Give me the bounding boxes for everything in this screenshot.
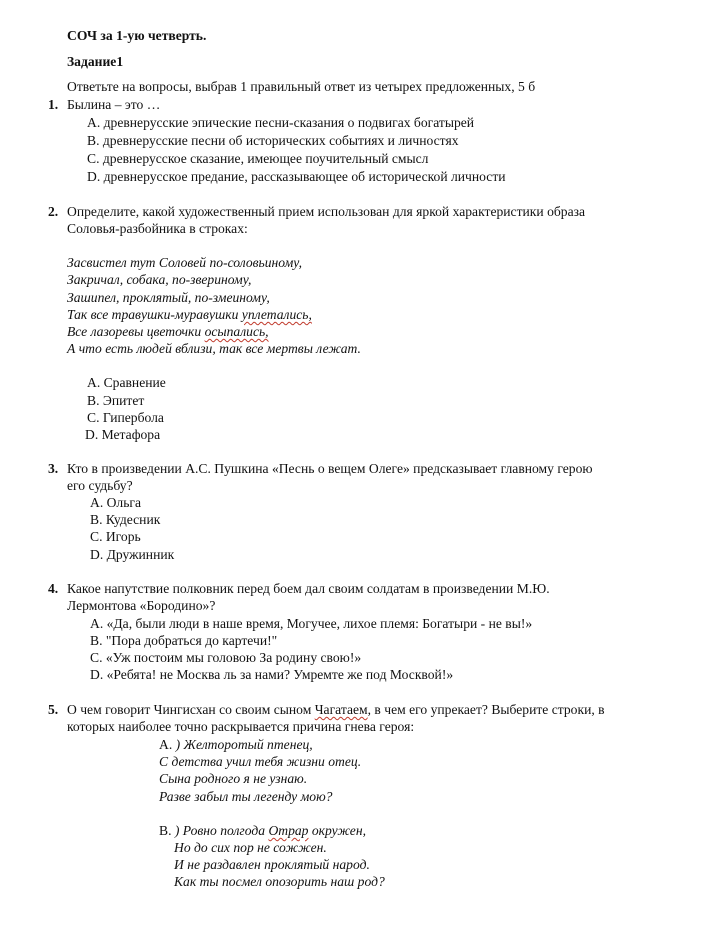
- question-text: О чем говорит Чингисхан со своим сыном Чагатаем, в чем его упрекает? Выберите строки, в: [67, 702, 605, 717]
- question-number: 4.: [48, 581, 59, 596]
- answer-option: B. "Пора добраться до картечи!": [90, 633, 278, 648]
- verse-line: Как ты посмел опозорить наш род?: [174, 874, 385, 889]
- answer-option: C. «Уж постоим мы головою За родину свою!»: [90, 650, 362, 665]
- answer-option: C. Игорь: [90, 529, 141, 544]
- answer-option: B. Кудесник: [90, 512, 161, 527]
- instructions: Ответьте на вопросы, выбрав 1 правильный ответ из четырех предложенных, 5 б: [67, 79, 536, 94]
- verse-line: С детства учил тебя жизни отец.: [159, 754, 362, 769]
- answer-option: D. «Ребята! не Москва ль за нами? Умремте же под Москвой!»: [90, 667, 454, 682]
- answer-option: A. «Да, были люди в наше время, Могучее, лихое племя: Богатыри - не вы!»: [90, 616, 533, 631]
- verse-line: Но до сих пор не сожжен.: [174, 840, 327, 855]
- verse-line: Засвистел тут Соловей по-соловьиному,: [67, 255, 302, 270]
- option-label: B.: [159, 823, 172, 838]
- verse-line: Сына родного я не узнаю.: [159, 771, 308, 786]
- spellcheck-word: Отрар: [268, 823, 309, 838]
- task-label: Задание1: [67, 54, 124, 69]
- question-text: Былина – это …: [67, 97, 161, 112]
- question-text: Соловья-разбойника в строках:: [67, 221, 248, 236]
- answer-option: A. Ольга: [90, 495, 142, 510]
- verse-line: А что есть людей вблизи, так все мертвы лежат.: [67, 341, 361, 356]
- verse-line: Все лазоревы цветочки осыпались,: [67, 324, 269, 339]
- verse-line: И не раздавлен проклятый народ.: [174, 857, 370, 872]
- question-text: Лермонтова «Бородино»?: [67, 598, 216, 613]
- answer-option: C. Гипербола: [87, 410, 164, 425]
- question-number: 2.: [48, 204, 59, 219]
- answer-option: A. Сравнение: [87, 375, 166, 390]
- question-text: его судьбу?: [67, 478, 133, 493]
- verse-line: Зашипел, проклятый, по-змеиному,: [67, 290, 270, 305]
- verse-option-b: B. ) Ровно полгода Отрар окружен,: [159, 823, 366, 838]
- answer-option: D. Метафора: [85, 427, 161, 442]
- page-title: СОЧ за 1-ую четверть.: [67, 28, 207, 43]
- spellcheck-word: Чагатаем: [314, 702, 368, 717]
- answer-option: D. Дружинник: [90, 547, 175, 562]
- answer-option: A. древнерусские эпические песни-сказания о подвигах богатырей: [87, 115, 475, 130]
- spellcheck-word: осыпались,: [204, 324, 269, 339]
- question-number: 1.: [48, 97, 59, 112]
- verse-option-a: A. ) Желторотый птенец,: [159, 737, 313, 752]
- answer-option: B. древнерусские песни об исторических событиях и личностях: [87, 133, 459, 148]
- answer-option: B. Эпитет: [87, 393, 145, 408]
- question-number: 3.: [48, 461, 59, 476]
- question-number: 5.: [48, 702, 59, 717]
- option-label: A.: [159, 737, 173, 752]
- question-text: Кто в произведении А.С. Пушкина «Песнь о вещем Олеге» предсказывает главному герою: [67, 461, 593, 476]
- question-text: Какое напутствие полковник перед боем дал своим солдатам в произведении М.Ю.: [67, 581, 550, 596]
- verse-line: Закричал, собака, по-звериному,: [67, 272, 252, 287]
- answer-option: D. древнерусское предание, рассказывающее об исторической личности: [87, 169, 506, 184]
- verse-line: Разве забыл ты легенду мою?: [159, 789, 333, 804]
- answer-option: C. древнерусское сказание, имеющее поучительный смысл: [87, 151, 429, 166]
- spellcheck-word: уплетались,: [241, 307, 312, 322]
- question-text: которых наиболее точно раскрывается причина гнева героя:: [67, 719, 415, 734]
- question-text: Определите, какой художественный прием использован для яркой характеристики образа: [67, 204, 586, 219]
- verse-line: Так все травушки-муравушки уплетались,: [67, 307, 312, 322]
